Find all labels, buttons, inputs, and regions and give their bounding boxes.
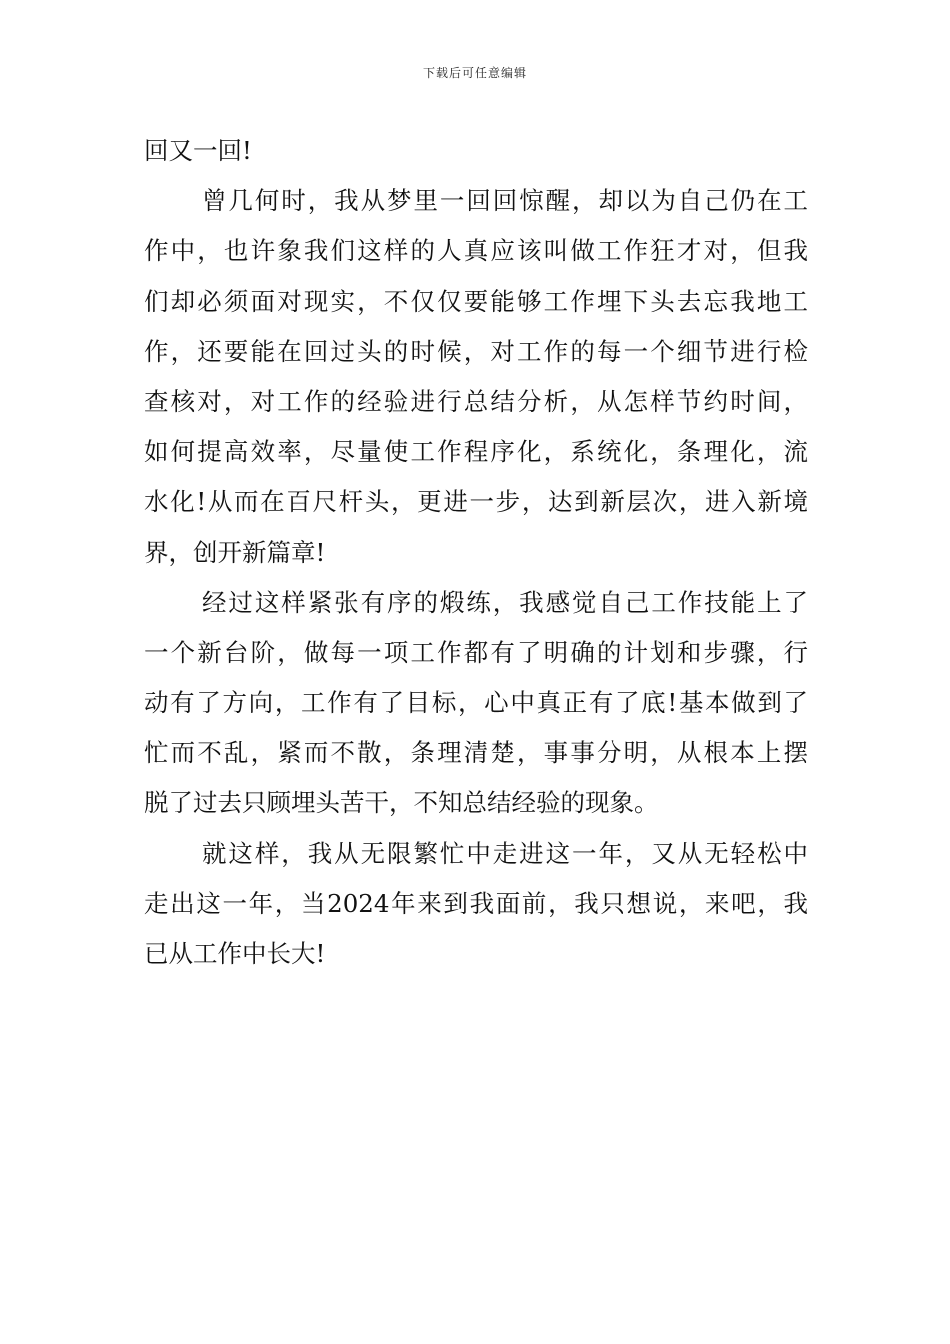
header-note: 下载后可任意编辑 [422, 66, 527, 80]
paragraph-4-line-3: 已从工作中长大! [144, 939, 326, 968]
paragraph-2-line-4: 作，还要能在回过头的时候，对工作的每一个细节进行检 [144, 336, 808, 366]
paragraph-3-line-1: 经过这样紧张有序的煅练，我感觉自己工作技能上了 [202, 587, 808, 617]
paragraph-2-line-1: 曾几何时，我从梦里一回回惊醒，却以为自己仍在工 [202, 186, 808, 216]
paragraph-2-line-8: 界，创开新篇章! [144, 537, 326, 567]
paragraph-2-line-7: 水化!从而在百尺杆头，更进一步，达到新层次，进入新境 [144, 487, 808, 517]
paragraph-3-line-5: 脱了过去只顾埋头苦干，不知总结经验的现象。 [144, 788, 659, 818]
paragraph-2-line-5: 查核对，对工作的经验进行总结分析，从怎样节约时间， [144, 386, 808, 416]
paragraph-1-line-1: 回又一回! [144, 136, 252, 165]
paragraph-2-line-2: 作中，也许象我们这样的人真应该叫做工作狂才对，但我 [144, 236, 808, 266]
paragraph-2-line-3: 们却必须面对现实，不仅仅要能够工作埋下头去忘我地工 [144, 286, 808, 316]
paragraph-3-line-4: 忙而不乱，紧而不散，条理清楚，事事分明，从根本上摆 [144, 738, 808, 768]
paragraph-3-line-3: 动有了方向，工作有了目标，心中真正有了底!基本做到了 [144, 688, 808, 718]
body-text [144, 126, 808, 979]
paragraph-2-line-6: 如何提高效率，尽量使工作程序化，系统化，条理化，流 [144, 437, 808, 467]
paragraph-4-line-1: 就这样，我从无限繁忙中走进这一年，又从无轻松中 [202, 838, 808, 868]
paragraph-3-line-2: 一个新台阶，做每一项工作都有了明确的计划和步骤，行 [144, 637, 808, 667]
paragraph-4-line-2: 走出这一年，当2024年来到我面前，我只想说，来吧，我 [144, 888, 808, 918]
